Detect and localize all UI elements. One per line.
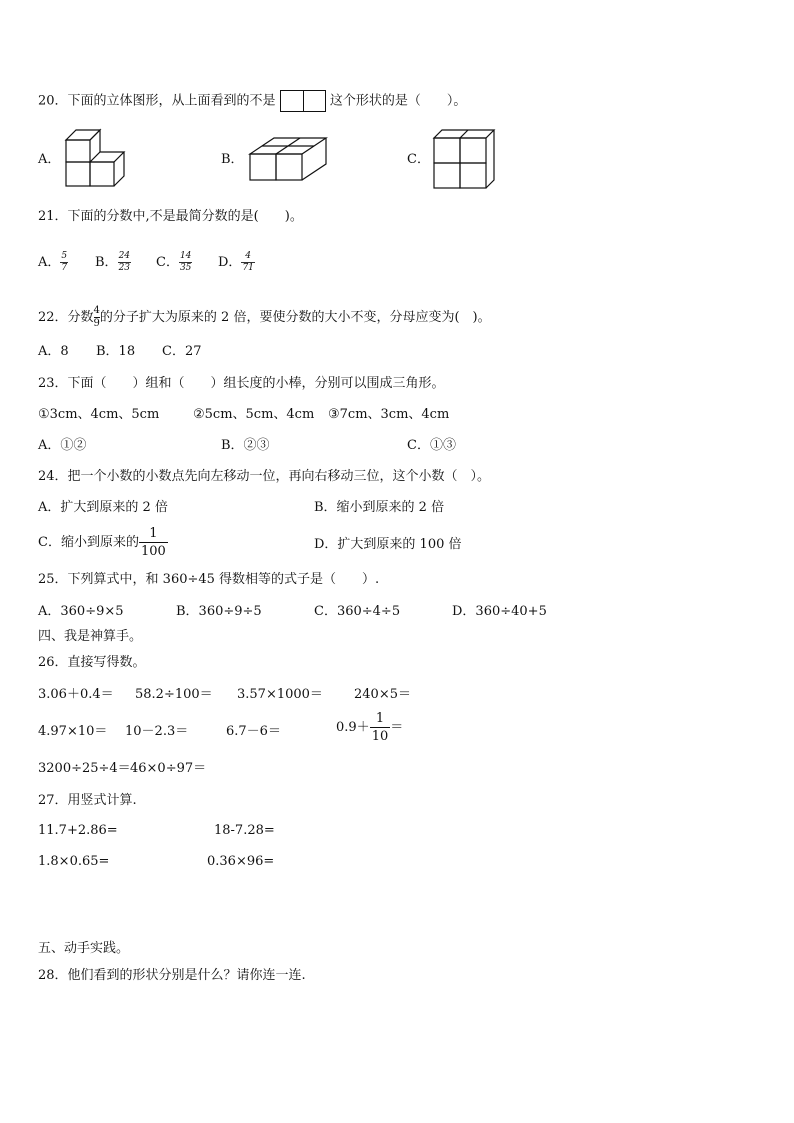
q21-option-a-label: A． (38, 255, 61, 270)
q21-option-b-fraction (118, 252, 131, 273)
fraction-numerator: 4 (93, 305, 100, 316)
q26-item: 3.57×1000＝ (237, 687, 323, 702)
q26-stem: 26．直接写得数。 (38, 655, 146, 670)
q23-option-b[interactable]: B．②③ (221, 438, 270, 453)
q22-text-b: 的分子扩大为原来的 2 倍，要使分数的大小不变，分母应变为( )。 (99, 310, 491, 325)
fraction-denominator: 71 (242, 263, 254, 273)
q25-option-a[interactable]: A．360÷9×5 (38, 604, 124, 619)
q26-item: 46×0÷97＝ (130, 761, 207, 776)
section-4-heading: 四、我是神算手。 (38, 629, 143, 644)
q26-fraction-expr-a: 0.9＋ (336, 720, 370, 735)
q24-option-d[interactable]: D．扩大到原来的 100 倍 (314, 537, 462, 552)
q25-option-c[interactable]: C．360÷4÷5 (314, 604, 401, 619)
q20-option-c-label[interactable]: C． (407, 152, 430, 167)
q24-option-c-fraction (139, 527, 168, 558)
q21-option-d-label: D． (218, 255, 242, 270)
fraction-denominator: 35 (179, 263, 192, 273)
q26-item: 10－2.3＝ (125, 724, 189, 739)
q22-option-c[interactable]: C．27 (162, 344, 202, 359)
q26-item: 58.2÷100＝ (135, 687, 213, 702)
q22-text-a: 22．分数 (38, 310, 94, 325)
fraction-denominator: 9 (93, 318, 100, 329)
q21-option-a-fraction (60, 252, 68, 273)
q23-group-2: ②5cm、5cm、4cm (193, 407, 315, 422)
q21-option-d[interactable] (218, 252, 255, 273)
q24-stem: 24．把一个小数的小数点先向左移动一位，再向右移动三位，这个小数（ ）。 (38, 469, 491, 484)
q23-option-c[interactable]: C．①③ (407, 438, 456, 453)
q21-option-c[interactable] (156, 252, 192, 273)
q27-item: 0.36×96= (207, 854, 275, 869)
q23-group-3: ③7cm、3cm、4cm (328, 407, 450, 422)
q26-item: 4.97×10＝ (38, 724, 108, 739)
q22-option-a[interactable]: A．8 (38, 344, 69, 359)
fraction-numerator: 5 (61, 251, 68, 261)
q21-option-c-label: C． (156, 255, 179, 270)
q26-fraction (370, 712, 391, 743)
q26-item: 240×5＝ (354, 687, 411, 702)
fraction-numerator: 1 (149, 526, 158, 541)
q26-item: 3200÷25÷4＝ (38, 761, 131, 776)
q23-group-1: ①3cm、4cm、5cm (38, 407, 160, 422)
q22-stem (38, 306, 491, 329)
q21-option-b-label: B． (95, 255, 118, 270)
q23-option-a[interactable]: A．①② (38, 438, 87, 453)
q25-option-b[interactable]: B．360÷9÷5 (176, 604, 262, 619)
q20-text-b: 这个形状的是（ ）。 (329, 93, 467, 109)
section-5-heading: 五、动手实践。 (38, 941, 130, 956)
q21-option-d-fraction (241, 252, 254, 273)
q24-option-b[interactable]: B．缩小到原来的 2 倍 (314, 500, 445, 515)
fraction-numerator: 24 (118, 251, 131, 261)
q20-option-a-figure-icon (60, 124, 130, 190)
q26-item: 6.7－6＝ (226, 724, 281, 739)
q20-option-b-figure-icon (246, 134, 332, 184)
q25-option-d[interactable]: D．360÷40+5 (452, 604, 547, 619)
q21-option-c-fraction (179, 252, 192, 273)
q21-option-a[interactable] (38, 252, 68, 273)
q26-item: 3.06＋0.4＝ (38, 687, 114, 702)
two-square-shape-icon (280, 90, 326, 112)
q20-text-a: 20．下面的立体图形，从上面看到的不是 (38, 93, 276, 109)
q24-option-c[interactable] (38, 527, 168, 558)
q27-item: 1.8×0.65= (38, 854, 110, 869)
fraction-denominator: 10 (371, 729, 389, 744)
q20-option-b-label[interactable]: B． (221, 152, 244, 167)
fraction-numerator: 4 (245, 251, 252, 261)
q26-item-fraction (336, 712, 403, 743)
fraction-denominator: 7 (61, 263, 68, 273)
q21-option-b[interactable] (95, 252, 131, 273)
q26-fraction-expr-b: ＝ (390, 720, 404, 735)
fraction-numerator: 1 (375, 711, 385, 726)
q20-option-c-figure-icon (430, 126, 502, 192)
q27-item: 11.7+2.86= (38, 823, 118, 838)
q20-stem (38, 90, 466, 112)
q27-item: 18-7.28= (214, 823, 275, 838)
q24-option-a[interactable]: A．扩大到原来的 2 倍 (38, 500, 168, 515)
q23-stem: 23．下面（ ）组和（ ）组长度的小棒，分别可以围成三角形。 (38, 376, 445, 391)
q20-option-a-label[interactable]: A． (38, 152, 61, 167)
q27-stem: 27．用竖式计算. (38, 793, 137, 808)
fraction-denominator: 100 (140, 544, 166, 559)
q21-stem: 21．下面的分数中,不是最简分数的是( )。 (38, 209, 303, 224)
q25-stem: 25．下列算式中，和 360÷45 得数相等的式子是（ ）. (38, 572, 380, 587)
fraction-numerator: 14 (179, 251, 192, 261)
fraction-denominator: 23 (118, 263, 131, 273)
q22-option-b[interactable]: B．18 (96, 344, 136, 359)
q28-stem: 28．他们看到的形状分别是什么？请你连一连. (38, 968, 306, 983)
q24-option-c-text: C．缩小到原来的 (38, 535, 139, 550)
